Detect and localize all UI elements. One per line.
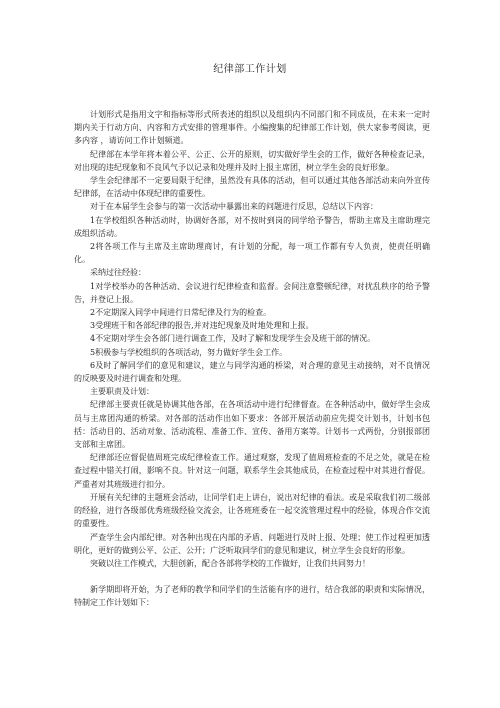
- paragraph: 开展有关纪律的主题班会活动，让同学们走上讲台，说出对纪律的看法。或是采取我们初二级部的经验，进行各级部优秀班级经验交流会，让各班班委在一起交流管理过程中的经验，体现合作交流的重要性。: [74, 492, 430, 529]
- list-item: 2将各项工作与主席及主席助理商讨，有计划的分配，每一项工作都有专人负责，使责任明确化。: [74, 242, 430, 265]
- paragraph: 对于在本届学生会参与的第一次活动中暴露出来的问题进行反思，总结以下内容：: [90, 202, 378, 212]
- section-heading: 主要职责及计划：: [90, 387, 154, 397]
- paragraph: 纪律部在本学年将本着公平、公正、公开的原则，切实做好学生会的工作，做好各种检查记录，对出现的违纪现象和不良风气予以记录和处理并及时上报主席团，树立学生会的良好形象。: [74, 149, 430, 172]
- paragraph: 严查学生会内部纪律。对各种出现在内部的矛盾、问题进行及时上报、处理；使工作过程更加透明化，更好的做到公平、公正、公开；广泛听取同学们的意见和建议，树立学生会良好的形象。: [74, 532, 430, 555]
- list-item: 1在学校组织各种活动时，协调好各部，对不按时到岗的同学给予警告，帮助主席及主席助理完成组织活动。: [74, 215, 430, 238]
- list-item: 3受理班干和各部纪律的报告,并对违纪现象及时地处理和上报。: [90, 321, 314, 331]
- paragraph: 纪律部还应督促值周班完成纪律检查工作。通过观察，发现了值周班检查的不足之处，就是在检查过程中错关打闹，影响不良。针对这一问题，联系学生会其他成员，在检查过程中对其进行督促。严重者对其班级进行扣分。: [74, 453, 430, 489]
- paragraph: 突破以往工作模式，大胆创新，配合各部将学校的工作做好，让我们共同努力！: [90, 558, 370, 568]
- paragraph: 计划形式是指用文字和指标等形式所表述的组织以及组织内不同部门和不同成员，在未来一定时期内关于行动方向、内容和方式安排的管理事件。小编搜集的纪律部工作计划，供大家参考阅读，更多内容 ，请访问工作计划频道。: [74, 110, 430, 146]
- paragraph: 新学期即将开始，为了老师的教学和同学们的生活能有序的进行，结合我部的职责和实际情况，特制定工作计划如下：: [74, 585, 430, 608]
- paragraph: 学生会纪律部不一定要局限于纪律，虽然没有具体的活动，但可以通过其他各部活动来向外宣传纪律部，在活动中体现纪律的重要性。: [74, 176, 430, 199]
- list-item: 6及时了解同学们的意见和建议，建立与同学沟通的桥梁，对合理的意见主动接纳，对不良情况的反映要及时进行调查和处理。: [74, 360, 430, 384]
- section-heading: 采纳过往经验：: [90, 268, 146, 278]
- document-body: [74, 108, 430, 610]
- list-item: 1对学校举办的各种活动、会议进行纪律检查和监督。会间注意整顿纪律，对扰乱秩序的给予警告，并登记上报。: [74, 281, 430, 304]
- list-item: 2不定期深入同学中间进行日常纪律及行为的检查。: [90, 308, 272, 318]
- list-item: 4不定期对学生会各部门进行调查工作，及时了解和发现学生会及班干部的情况。: [90, 334, 376, 344]
- document-title: 纪律部工作计划: [213, 64, 287, 75]
- list-item: 5积极参与学校组织的各项活动，努力做好学生会工作。: [90, 347, 288, 357]
- paragraph: 纪律部主要责任就是协调其他各部，在各项活动中进行纪律督查。在各种活动中，做好学生会成员与主席团沟通的桥梁。对各部的活动作出如下要求：各部开展活动前应先提交计划书，计划书包括：活动目的、活动对象、活动流程、准备工作、宣传、备用方案等。计划书一式两份，分别报部团支部和主席团。: [74, 400, 430, 450]
